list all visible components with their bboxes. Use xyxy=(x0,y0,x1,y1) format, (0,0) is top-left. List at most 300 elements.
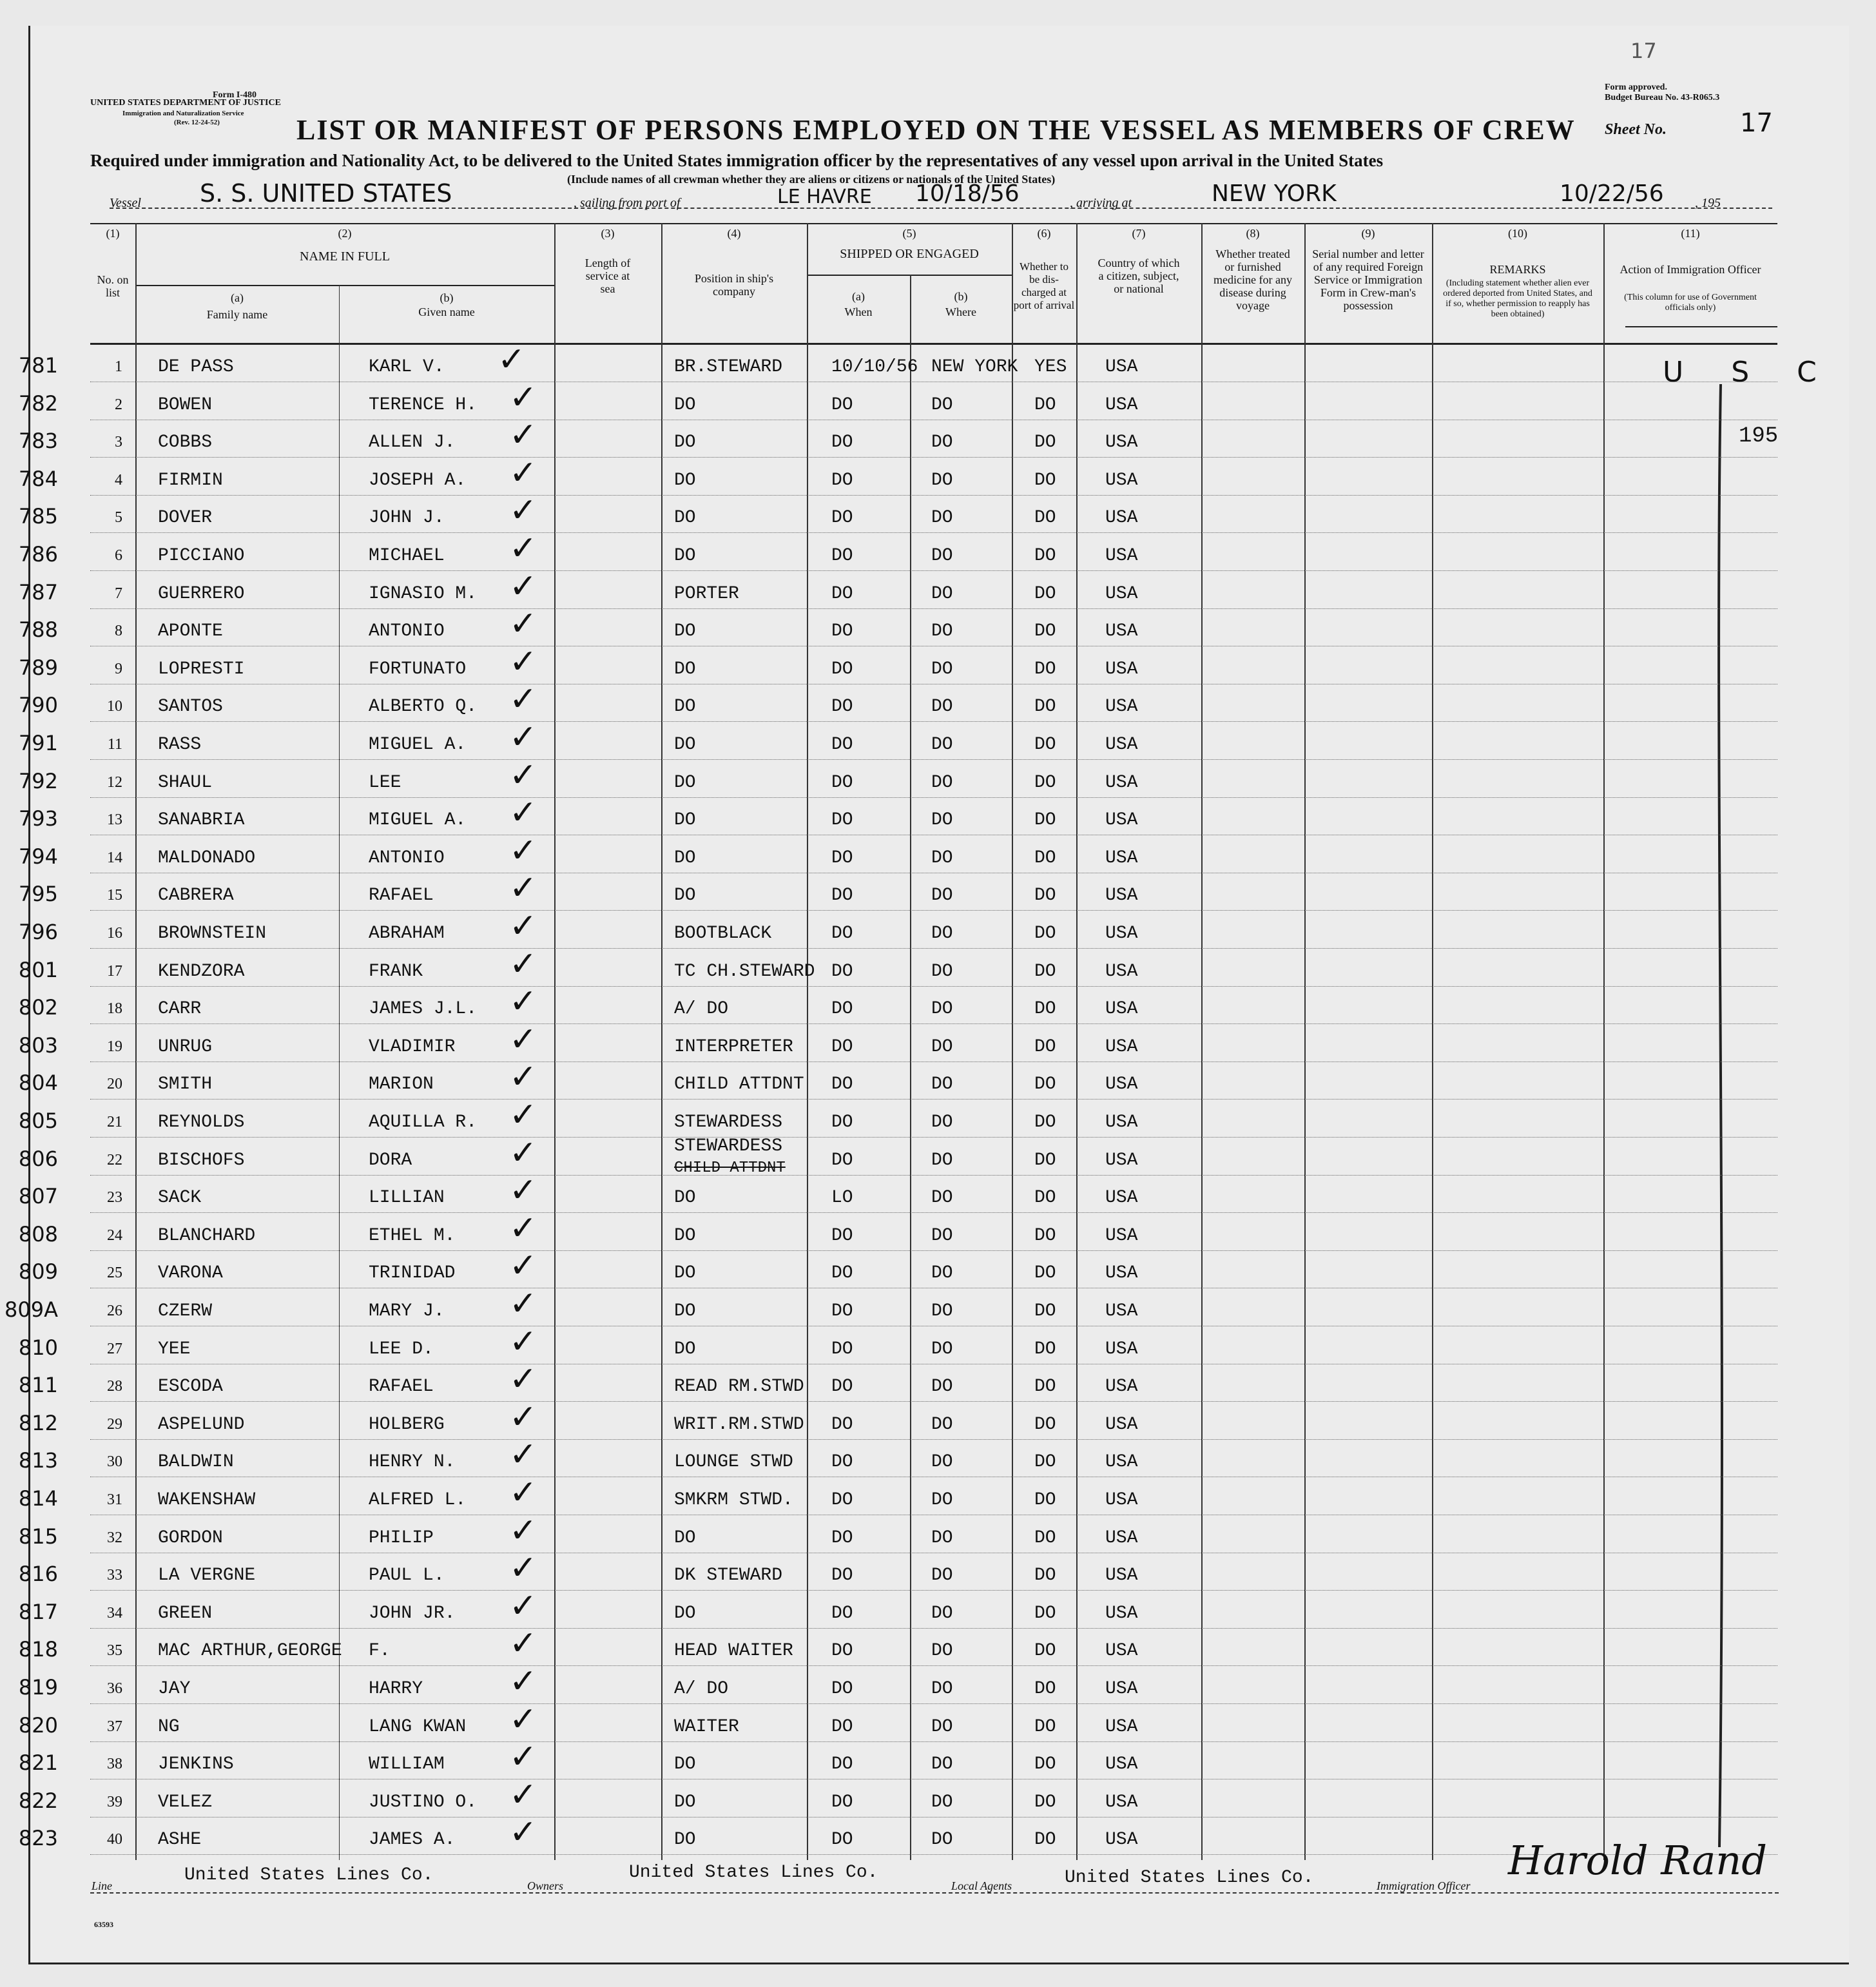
shipped-when: DO xyxy=(831,848,853,868)
manifest-number: 786 xyxy=(18,542,58,567)
row-separator xyxy=(90,1741,1777,1742)
shipped-when: DO xyxy=(831,1490,853,1510)
col11-number: (11) xyxy=(1681,227,1700,240)
given-name: MARY J. xyxy=(369,1301,445,1321)
position: CHILD ATTDNT xyxy=(674,1074,804,1095)
given-name: ALFRED L. xyxy=(369,1490,467,1510)
line-number: 27 xyxy=(107,1340,122,1357)
owners-value: United States Lines Co. xyxy=(629,1863,878,1883)
form-approved: Form approved. xyxy=(1605,82,1667,92)
shipped-where: DO xyxy=(931,848,953,868)
check-mark-icon: ✓ xyxy=(509,1586,537,1625)
position: DO xyxy=(674,1603,696,1624)
country: USA xyxy=(1105,772,1138,793)
country: USA xyxy=(1105,1036,1138,1057)
check-mark-icon: ✓ xyxy=(509,605,537,644)
position: BR.STEWARD xyxy=(674,357,783,377)
discharged: DO xyxy=(1034,772,1056,793)
check-mark-icon: ✓ xyxy=(509,907,537,945)
row-separator xyxy=(90,1590,1777,1591)
country: USA xyxy=(1105,583,1138,604)
position: STEWARDESS xyxy=(674,1112,783,1132)
shipped-when: DO xyxy=(831,886,853,906)
shipped-when: DO xyxy=(831,508,853,528)
family-name: BOWEN xyxy=(158,394,213,415)
discharged: DO xyxy=(1034,1452,1056,1473)
discharged: DO xyxy=(1034,1641,1056,1662)
row-separator xyxy=(90,1250,1777,1251)
shipped-when: DO xyxy=(831,1074,853,1095)
row-separator xyxy=(90,1061,1777,1062)
given-name: IGNASIO M. xyxy=(369,583,478,604)
vessel-name: S. S. UNITED STATES xyxy=(200,179,452,208)
line-number: 35 xyxy=(107,1642,122,1660)
check-mark-icon: ✓ xyxy=(509,1246,537,1286)
discharged: DO xyxy=(1034,1150,1056,1170)
row-separator xyxy=(90,797,1777,798)
shipped-where: DO xyxy=(931,1527,953,1548)
col3-number: (3) xyxy=(601,227,615,240)
country: USA xyxy=(1105,1603,1138,1624)
country: USA xyxy=(1105,697,1138,717)
manifest-number: 810 xyxy=(18,1335,58,1360)
budget-bureau: Budget Bureau No. 43-R065.3 xyxy=(1605,93,1720,102)
position: TC CH.STEWARD xyxy=(674,961,815,982)
family-name: VARONA xyxy=(158,1263,223,1284)
manifest-number: 788 xyxy=(18,617,58,643)
manifest-number: 805 xyxy=(18,1109,58,1133)
shipped-where: NEW YORK xyxy=(931,357,1018,377)
manifest-number: 792 xyxy=(18,768,58,793)
check-mark-icon: ✓ xyxy=(509,680,537,719)
family-name: MAC ARTHUR,GEORGE xyxy=(158,1641,342,1662)
position: DO xyxy=(674,1263,696,1284)
position: PORTER xyxy=(674,583,739,604)
country: USA xyxy=(1105,961,1138,982)
manifest-number: 803 xyxy=(18,1032,58,1058)
shipped-when: DO xyxy=(831,1830,853,1850)
given-name: PAUL L. xyxy=(369,1565,445,1586)
row-separator xyxy=(90,457,1777,458)
family-name: JAY xyxy=(158,1679,191,1699)
shipped-where: DO xyxy=(931,961,953,982)
manifest-number: 819 xyxy=(18,1675,58,1700)
check-mark-icon: ✓ xyxy=(509,378,537,417)
shipped-where: DO xyxy=(931,1565,953,1586)
manifest-number: 807 xyxy=(18,1184,58,1209)
country: USA xyxy=(1105,1377,1138,1397)
given-name: JUSTINO O. xyxy=(369,1792,478,1812)
line-number: 23 xyxy=(107,1189,122,1207)
usc-annotation: U S C xyxy=(1663,356,1836,389)
check-mark-icon: ✓ xyxy=(509,453,537,492)
position: HEAD WAITER xyxy=(674,1641,793,1662)
family-name: BLANCHARD xyxy=(158,1225,256,1246)
manifest-number: 783 xyxy=(18,429,58,454)
position: DO xyxy=(674,470,696,490)
col4-number: (4) xyxy=(727,227,741,240)
position: WAITER xyxy=(674,1716,739,1737)
country: USA xyxy=(1105,1679,1138,1699)
line-number: 16 xyxy=(107,925,122,942)
discharged: DO xyxy=(1034,1225,1056,1246)
manifest-number: 823 xyxy=(18,1826,58,1851)
line-number: 22 xyxy=(107,1151,122,1168)
given-name: ALLEN J. xyxy=(369,432,456,453)
shipped-when: DO xyxy=(831,394,853,415)
country: USA xyxy=(1105,1641,1138,1662)
shipped-when: DO xyxy=(831,1565,853,1586)
country: USA xyxy=(1105,1301,1138,1321)
discharged: DO xyxy=(1034,1414,1056,1435)
position: INTERPRETER xyxy=(674,1036,793,1057)
given-name: PHILIP xyxy=(369,1527,434,1548)
shipped-where: DO xyxy=(931,1301,953,1321)
line-number: 11 xyxy=(107,736,122,753)
shipped-when: DO xyxy=(831,924,853,944)
discharged: DO xyxy=(1034,1792,1056,1812)
crew-table xyxy=(5,223,1836,1860)
family-name: CABRERA xyxy=(158,886,234,906)
corner-mark: 17 xyxy=(1630,39,1657,63)
col8-header: Whether treated or furnished medicine for any disease during voyage xyxy=(1214,247,1292,312)
check-mark-icon: ✓ xyxy=(509,718,537,757)
shipped-when: DO xyxy=(831,1377,853,1397)
shipped-where: DO xyxy=(931,1377,953,1397)
position: DO xyxy=(674,810,696,831)
discharged: DO xyxy=(1034,848,1056,868)
country: USA xyxy=(1105,1527,1138,1548)
shipped-where: DO xyxy=(931,1150,953,1170)
given-name: LEE D. xyxy=(369,1339,434,1359)
line-number: 8 xyxy=(115,623,122,640)
line-number: 5 xyxy=(115,509,122,527)
check-mark-icon: ✓ xyxy=(509,491,537,530)
vertical-check-line xyxy=(1701,378,1740,1854)
line-number: 33 xyxy=(107,1567,122,1584)
discharged: DO xyxy=(1034,1754,1056,1775)
given-name: JAMES J.L. xyxy=(369,999,478,1020)
col2a-header: Family name xyxy=(206,308,268,321)
line-number: 36 xyxy=(107,1680,122,1697)
check-mark-icon: ✓ xyxy=(509,831,537,870)
line-number: 32 xyxy=(107,1529,122,1546)
line-number: 30 xyxy=(107,1453,122,1471)
manifest-number: 812 xyxy=(18,1410,58,1435)
country: USA xyxy=(1105,1112,1138,1132)
given-name: HENRY N. xyxy=(369,1452,456,1473)
col9-header: Serial number and letter of any required Foreign Service or Immigration Form in Crew-man's possession xyxy=(1312,247,1424,312)
family-name: REYNOLDS xyxy=(158,1112,245,1132)
sailing-port: LE HAVRE xyxy=(777,186,872,208)
row-separator xyxy=(90,1401,1777,1402)
discharged: DO xyxy=(1034,1679,1056,1699)
given-name: JOHN J. xyxy=(369,508,445,528)
col2b-number: (b) xyxy=(440,291,454,304)
line-number: 4 xyxy=(115,471,122,489)
discharged: DO xyxy=(1034,1603,1056,1624)
discharged: DO xyxy=(1034,470,1056,490)
position: STEWARDESS xyxy=(674,1136,783,1156)
position: SMKRM STWD. xyxy=(674,1490,793,1510)
col8-number: (8) xyxy=(1246,227,1260,240)
given-name: ABRAHAM xyxy=(369,924,445,944)
country: USA xyxy=(1105,621,1138,642)
shipped-when: DO xyxy=(831,1679,853,1699)
col5a-header: When xyxy=(844,305,873,318)
discharged: DO xyxy=(1034,1830,1056,1850)
discharged: DO xyxy=(1034,621,1056,642)
family-name: NG xyxy=(158,1716,180,1737)
family-name: DOVER xyxy=(158,508,213,528)
line-number: 13 xyxy=(107,811,122,829)
discharged: DO xyxy=(1034,999,1056,1020)
row-separator xyxy=(90,948,1777,949)
shipped-where: DO xyxy=(931,508,953,528)
family-name: YEE xyxy=(158,1339,191,1359)
check-mark-icon: ✓ xyxy=(509,1171,537,1210)
position: DO xyxy=(674,735,696,755)
check-mark-icon: ✓ xyxy=(509,1435,537,1475)
position: DO xyxy=(674,848,696,868)
shipped-when: DO xyxy=(831,546,853,566)
form-number: Form I-480 xyxy=(213,90,257,100)
revision: (Rev. 12-24-52) xyxy=(174,119,220,126)
given-name: LEE xyxy=(369,772,401,793)
position: LOUNGE STWD xyxy=(674,1452,793,1473)
check-mark-icon: ✓ xyxy=(509,1549,537,1588)
shipped-where: DO xyxy=(931,1414,953,1435)
discharged: DO xyxy=(1034,1527,1056,1548)
family-name: SANTOS xyxy=(158,697,223,717)
discharged: DO xyxy=(1034,432,1056,453)
shipped-where: DO xyxy=(931,659,953,679)
line-number: 9 xyxy=(115,660,122,677)
arrival-date: 10/22/56 xyxy=(1560,180,1664,207)
col10-note: (Including statement whether alien ever ordered deported from United States, and if so, whether permission to reapply has been obtained) xyxy=(1443,278,1592,319)
check-mark-icon: ✓ xyxy=(509,1208,537,1248)
given-name: ALBERTO Q. xyxy=(369,697,478,717)
row-separator xyxy=(90,1439,1777,1440)
family-name: ASPELUND xyxy=(158,1414,245,1435)
shipped-when: LO xyxy=(831,1188,853,1208)
check-mark-icon: ✓ xyxy=(509,1775,537,1814)
shipped-when: DO xyxy=(831,1754,853,1775)
row-separator xyxy=(90,1628,1777,1629)
shipped-where: DO xyxy=(931,924,953,944)
manifest-number: 815 xyxy=(18,1524,58,1549)
position: DO xyxy=(674,546,696,566)
check-mark-icon: ✓ xyxy=(509,1096,537,1134)
family-name: KENDZORA xyxy=(158,961,245,982)
col1-header: No. on list xyxy=(97,273,129,299)
check-mark-icon: ✓ xyxy=(509,944,537,984)
family-name: ASHE xyxy=(158,1830,202,1850)
col9-number: (9) xyxy=(1361,227,1375,240)
check-mark-icon: ✓ xyxy=(509,1511,537,1550)
manifest-number: 794 xyxy=(18,844,58,869)
discharged: DO xyxy=(1034,1716,1056,1737)
given-name: ETHEL M. xyxy=(369,1225,456,1246)
check-mark-icon: ✓ xyxy=(509,529,537,568)
given-name: FRANK xyxy=(369,961,423,982)
footer-line xyxy=(90,1892,1779,1894)
check-mark-icon: ✓ xyxy=(509,1133,537,1172)
given-name: TERENCE H. xyxy=(369,394,478,415)
country: USA xyxy=(1105,1150,1138,1170)
service: Immigration and Naturalization Service xyxy=(122,110,244,117)
sailing-date: 10/18/56 xyxy=(915,180,1020,207)
line-number: 19 xyxy=(107,1038,122,1055)
agents-label: Local Agents xyxy=(951,1879,1012,1892)
family-name: ESCODA xyxy=(158,1377,223,1397)
shipped-where: DO xyxy=(931,735,953,755)
position: A/ DO xyxy=(674,1679,729,1699)
line-number: 39 xyxy=(107,1793,122,1810)
row-separator xyxy=(90,570,1777,571)
check-mark-icon: ✓ xyxy=(509,1397,537,1437)
discharged: DO xyxy=(1034,1301,1056,1321)
subtitle: Required under immigration and Nationality Act, to be delivered to the United States immigration officer by the representatives of any vessel upon arrival in the United States xyxy=(90,151,1384,170)
col11-note: (This column for use of Government officials only) xyxy=(1624,293,1757,313)
family-name: DE PASS xyxy=(158,357,234,377)
discharged: DO xyxy=(1034,1112,1056,1132)
given-name: ANTONIO xyxy=(369,621,445,642)
family-name: CZERW xyxy=(158,1301,213,1321)
row-separator xyxy=(90,1023,1777,1024)
country: USA xyxy=(1105,432,1138,453)
row-separator xyxy=(90,986,1777,987)
family-name: PICCIANO xyxy=(158,546,245,566)
shipped-when: DO xyxy=(831,1301,853,1321)
manifest-number: 809 xyxy=(18,1259,58,1284)
shipped-where: DO xyxy=(931,1452,953,1473)
given-name: JOSEPH A. xyxy=(369,470,467,490)
check-mark-icon: ✓ xyxy=(509,1360,537,1399)
check-mark-icon: ✓ xyxy=(509,982,537,1022)
check-mark-icon: ✓ xyxy=(509,1284,537,1323)
family-name: CARR xyxy=(158,999,202,1020)
manifest-number: 795 xyxy=(18,882,58,907)
country: USA xyxy=(1105,1452,1138,1473)
row-separator xyxy=(90,608,1777,609)
shipped-when: DO xyxy=(831,432,853,453)
check-mark-icon: ✓ xyxy=(509,642,537,681)
line-number: 28 xyxy=(107,1378,122,1395)
manifest-number: 791 xyxy=(18,731,58,755)
line-value: United States Lines Co. xyxy=(184,1865,434,1885)
manifest-number: 813 xyxy=(18,1448,58,1473)
shipped-when: DO xyxy=(831,470,853,490)
manifest-number: 796 xyxy=(18,920,58,944)
col2b-header: Given name xyxy=(418,305,475,318)
shipped-when: DO xyxy=(831,659,853,679)
shipped-when: DO xyxy=(831,621,853,642)
col5a-number: (a) xyxy=(852,290,865,303)
discharged: DO xyxy=(1034,810,1056,831)
shipped-where: DO xyxy=(931,697,953,717)
check-mark-icon: ✓ xyxy=(509,1738,537,1777)
shipped-when: DO xyxy=(831,961,853,982)
line-number: 24 xyxy=(107,1226,122,1244)
country: USA xyxy=(1105,1339,1138,1359)
check-mark-icon: ✓ xyxy=(509,567,537,606)
manifest-number: 814 xyxy=(18,1486,58,1511)
position: DO xyxy=(674,432,696,453)
manifest-number: 781 xyxy=(18,353,58,378)
position-struck: CHILD ATTDNT xyxy=(674,1159,786,1177)
discharged: DO xyxy=(1034,1188,1056,1208)
manifest-number: 793 xyxy=(18,806,58,831)
row-separator xyxy=(90,532,1777,533)
given-name: MIGUEL A. xyxy=(369,810,467,831)
shipped-when: DO xyxy=(831,810,853,831)
col7-number: (7) xyxy=(1132,227,1146,240)
shipped-where: DO xyxy=(931,1490,953,1510)
line-number: 34 xyxy=(107,1604,122,1622)
position: DO xyxy=(674,886,696,906)
line-number: 1 xyxy=(115,358,122,375)
line-number: 17 xyxy=(107,962,122,980)
discharged: DO xyxy=(1034,1339,1056,1359)
col5-header: SHIPPED OR ENGAGED xyxy=(840,247,979,261)
discharged: DO xyxy=(1034,546,1056,566)
count-annotation: 195 xyxy=(1739,424,1779,449)
check-mark-icon: ✓ xyxy=(509,1662,537,1701)
manifest-number: 784 xyxy=(18,466,58,491)
check-mark-icon: ✓ xyxy=(509,1020,537,1059)
discharged: DO xyxy=(1034,924,1056,944)
year-label: , 195 xyxy=(1695,196,1721,210)
position: DO xyxy=(674,659,696,679)
family-name: GUERRERO xyxy=(158,583,245,604)
row-separator xyxy=(90,1099,1777,1100)
family-name: FIRMIN xyxy=(158,470,223,490)
country: USA xyxy=(1105,546,1138,566)
manifest-number: 816 xyxy=(18,1562,58,1587)
position: DO xyxy=(674,1792,696,1812)
family-name: GORDON xyxy=(158,1527,223,1548)
shipped-when: DO xyxy=(831,1112,853,1132)
check-mark-icon: ✓ xyxy=(509,416,537,455)
discharged: DO xyxy=(1034,508,1056,528)
family-name: JENKINS xyxy=(158,1754,234,1775)
row-separator xyxy=(90,1665,1777,1666)
position: DO xyxy=(674,508,696,528)
shipped-where: DO xyxy=(931,1074,953,1095)
include-note: (Include names of all crewman whether they are aliens or citizens or nationals of the United States) xyxy=(567,173,1056,186)
shipped-where: DO xyxy=(931,1792,953,1812)
col11-header: Action of Immigration Officer xyxy=(1620,263,1761,276)
check-mark-icon: ✓ xyxy=(509,869,537,908)
check-mark-icon: ✓ xyxy=(509,1322,537,1361)
position: DO xyxy=(674,772,696,793)
family-name: MALDONADO xyxy=(158,848,256,868)
vessel-label: Vessel xyxy=(110,196,141,210)
row-separator xyxy=(90,1175,1777,1176)
shipped-where: DO xyxy=(931,1716,953,1737)
line-number: 6 xyxy=(115,547,122,564)
shipped-when: DO xyxy=(831,697,853,717)
country: USA xyxy=(1105,735,1138,755)
country: USA xyxy=(1105,1754,1138,1775)
manifest-number: 808 xyxy=(18,1221,58,1246)
col5-number: (5) xyxy=(902,227,916,240)
given-name: RAFAEL xyxy=(369,1377,434,1397)
discharged: YES xyxy=(1034,357,1067,377)
family-name: RASS xyxy=(158,735,202,755)
family-name: COBBS xyxy=(158,432,213,453)
